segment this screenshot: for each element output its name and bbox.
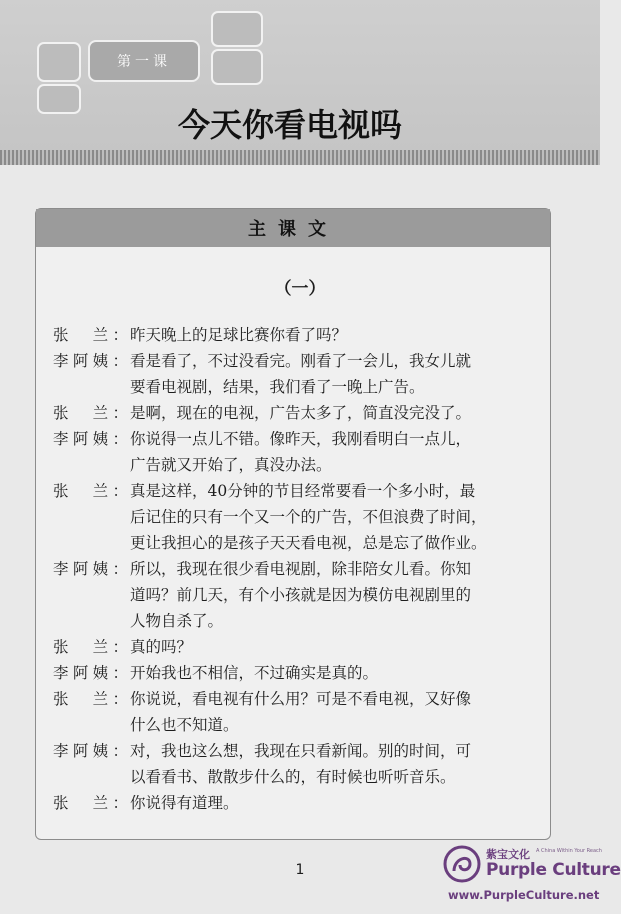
- speaker-name: 张 兰：: [53, 690, 128, 708]
- dialogue-line: [53, 660, 553, 686]
- speech-text: 你说得有道理。: [130, 794, 239, 812]
- dialogue-line: [53, 556, 553, 582]
- speech-text: 真是这样，40分钟的节目经常要看一个多小时，最: [130, 482, 476, 500]
- speech-text: 所以，我现在很少看电视剧，除非陪女儿看。你知: [130, 560, 472, 578]
- dialogue-line: [53, 374, 553, 400]
- speaker-name: 张 兰：: [53, 638, 128, 656]
- dialogue-line: [53, 452, 553, 478]
- dialogue-line: [53, 686, 553, 712]
- speaker-indent: [53, 504, 130, 530]
- speaker-name: 张 兰：: [53, 482, 128, 500]
- dialogue-line: [53, 478, 553, 504]
- panel-header: [36, 209, 550, 247]
- speaker-name: 李阿姨：: [53, 560, 128, 578]
- brand-name-cn: 紫宝文化: [486, 848, 530, 861]
- brand-watermark: [442, 842, 621, 910]
- speaker-indent: [53, 530, 130, 556]
- speech-text: 广告就又开始了，真没办法。: [130, 456, 332, 474]
- speaker-name: 张 兰：: [53, 326, 128, 344]
- speech-text: 真的吗？: [130, 638, 193, 656]
- dialogue-line: [53, 608, 553, 634]
- speech-text: 开始我也不相信，不过确实是真的。: [130, 664, 379, 682]
- speech-text: 以看看书、散散步什么的，有时候也听听音乐。: [130, 768, 456, 786]
- speech-text: 更让我担心的是孩子天天看电视，总是忘了做作业。: [130, 534, 487, 552]
- decorative-square: [211, 11, 263, 47]
- dialogue: [53, 322, 553, 816]
- speaker-indent: [53, 764, 130, 790]
- decorative-square: [37, 42, 81, 82]
- dialogue-line: [53, 530, 553, 556]
- dialogue-line: [53, 738, 553, 764]
- dialogue-line: [53, 504, 553, 530]
- dialogue-line: [53, 634, 553, 660]
- speech-text: 昨天晚上的足球比赛你看了吗？: [130, 326, 348, 344]
- dialogue-line: [53, 348, 553, 374]
- decorative-square: [211, 49, 263, 85]
- speech-text: 要看电视剧，结果，我们看了一晚上广告。: [130, 378, 425, 396]
- speaker-name: 张 兰：: [53, 404, 128, 422]
- purple-culture-logo-icon: [442, 844, 482, 884]
- speech-text: 你说说，看电视有什么用？可是不看电视，又好像: [130, 690, 472, 708]
- speaker-indent: [53, 582, 130, 608]
- decorative-square: [37, 84, 81, 114]
- speech-text: 你说得一点儿不错。像昨天，我刚看明白一点儿，: [130, 430, 472, 448]
- speaker-name: 李阿姨：: [53, 664, 128, 682]
- brand-url: www.PurpleCulture.net: [448, 888, 600, 902]
- speech-text: 看是看了，不过没看完。刚看了一会儿，我女儿就: [130, 352, 472, 370]
- dialogue-line: [53, 582, 553, 608]
- speech-text: 人物自杀了。: [130, 612, 224, 630]
- brand-name-en: Purple Culture: [486, 860, 621, 880]
- speaker-indent: [53, 374, 130, 400]
- speaker-indent: [53, 712, 130, 738]
- lesson-label: 第一课: [88, 40, 200, 82]
- speech-text: 对，我也这么想，我现在只看新闻。别的时间，可: [130, 742, 472, 760]
- header-stripe: [0, 150, 600, 165]
- dialogue-line: [53, 322, 553, 348]
- dialogue-line: [53, 712, 553, 738]
- speech-text: 是啊，现在的电视，广告太多了，简直没完没了。: [130, 404, 472, 422]
- dialogue-line: [53, 426, 553, 452]
- speaker-name: 张 兰：: [53, 794, 128, 812]
- dialogue-line: [53, 764, 553, 790]
- page-number: 1: [295, 862, 305, 878]
- speaker-indent: [53, 452, 130, 478]
- panel-title: 主课文: [248, 219, 338, 240]
- speaker-indent: [53, 608, 130, 634]
- section-label: （一）: [274, 279, 326, 299]
- speech-text: 什么也不知道。: [130, 716, 239, 734]
- brand-tagline: A China Within Your Reach: [536, 848, 602, 854]
- speech-text: 道吗？前几天，有个小孩就是因为模仿电视剧里的: [130, 586, 472, 604]
- dialogue-line: [53, 790, 553, 816]
- lesson-title: 今天你看电视吗: [177, 106, 402, 144]
- speaker-name: 李阿姨：: [53, 352, 128, 370]
- speaker-name: 李阿姨：: [53, 742, 128, 760]
- speaker-name: 李阿姨：: [53, 430, 128, 448]
- dialogue-line: [53, 400, 553, 426]
- speech-text: 后记住的只有一个又一个的广告，不但浪费了时间，: [130, 508, 487, 526]
